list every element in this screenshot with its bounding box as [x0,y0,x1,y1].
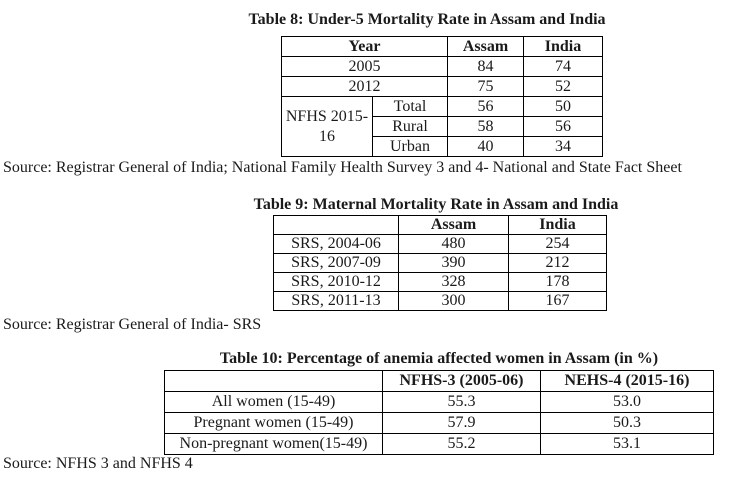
table8-title: Table 8: Under-5 Mortality Rate in Assam and India [248,11,606,28]
assam-value-cell: 390 [399,254,509,273]
table10-row [165,413,714,434]
year-cell: 2012 [282,77,448,97]
assam-value-cell: 40 [448,137,524,157]
table8-row-nfhs-total [282,97,603,117]
nehs4-value-cell: 53.1 [541,434,714,455]
assam-value-cell: 75 [448,77,524,97]
table9-row [274,235,607,254]
table10 [164,370,714,455]
table8-header-year: Year [282,37,448,57]
india-value-cell: 52 [524,77,603,97]
table8-header-india: India [524,37,603,57]
table9 [273,215,607,311]
table10-header-row [165,371,714,392]
assam-value-cell: 480 [399,235,509,254]
table10-row [165,434,714,455]
period-cell: SRS, 2007-09 [274,254,399,273]
assam-value-cell: 300 [399,292,509,311]
table8-row-2012 [282,77,603,97]
india-value-cell: 56 [524,117,603,137]
india-value-cell: 254 [509,235,607,254]
table9-row [274,273,607,292]
table8 [281,36,603,157]
nehs4-value-cell: 50.3 [541,413,714,434]
table10-source-note: Source: NFHS 3 and NFHS 4 [3,455,193,472]
group-cell: Non-pregnant women(15-49) [165,434,383,455]
period-cell: SRS, 2004-06 [274,235,399,254]
table9-row [274,254,607,273]
table8-source-note: Source: Registrar General of India; National Family Health Survey 3 and 4- National and State Fact Sheet [3,159,682,176]
table9-header-india: India [509,216,607,235]
year-cell: 2005 [282,57,448,77]
india-value-cell: 212 [509,254,607,273]
assam-value-cell: 56 [448,97,524,117]
india-value-cell: 74 [524,57,603,77]
table9-row [274,292,607,311]
group-cell: Pregnant women (15-49) [165,413,383,434]
table9-title: Table 9: Maternal Mortality Rate in Assam and India [253,196,619,213]
table8-row-2005 [282,57,603,77]
table9-header-row [274,216,607,235]
india-value-cell: 178 [509,273,607,292]
assam-value-cell: 58 [448,117,524,137]
table8-header-row [282,37,603,57]
assam-value-cell: 328 [399,273,509,292]
group-cell: All women (15-49) [165,392,383,413]
india-value-cell: 50 [524,97,603,117]
area-cell: Total [373,97,448,117]
nehs4-value-cell: 53.0 [541,392,714,413]
nfhs3-value-cell: 55.2 [383,434,541,455]
table10-row [165,392,714,413]
india-value-cell: 167 [509,292,607,311]
table10-header-empty [165,371,383,392]
table9-source-note: Source: Registrar General of India- SRS [3,316,262,333]
table10-header-nfhs3: NFHS-3 (2005-06) [383,371,541,392]
nfhs-group-label-cell: NFHS 2015-16 [282,97,373,157]
period-cell: SRS, 2010-12 [274,273,399,292]
india-value-cell: 34 [524,137,603,157]
assam-value-cell: 84 [448,57,524,77]
period-cell: SRS, 2011-13 [274,292,399,311]
table10-header-nehs4: NEHS-4 (2015-16) [541,371,714,392]
table9-header-assam: Assam [399,216,509,235]
table8-header-assam: Assam [448,37,524,57]
area-cell: Urban [373,137,448,157]
table10-title: Table 10: Percentage of anemia affected women in Assam (in %) [219,350,659,367]
table9-header-empty [274,216,399,235]
area-cell: Rural [373,117,448,137]
nfhs3-value-cell: 57.9 [383,413,541,434]
nfhs3-value-cell: 55.3 [383,392,541,413]
